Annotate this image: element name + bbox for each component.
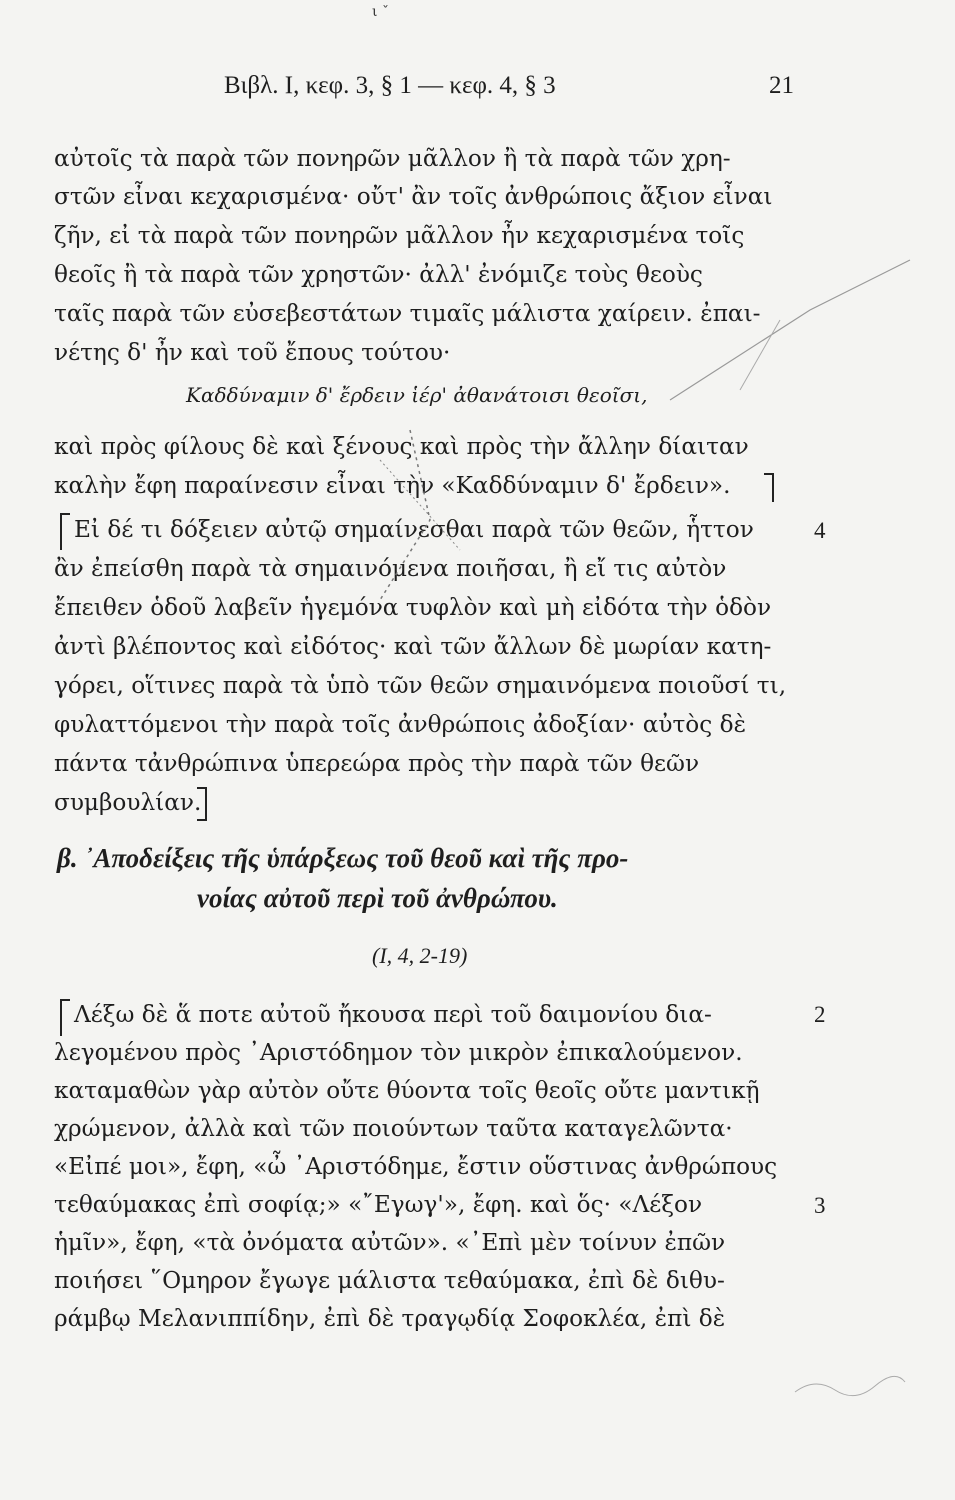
section-number-3: 3 xyxy=(814,1193,826,1218)
text-line: καταμαθὼν γὰρ αὐτὸν οὔτε θύοντα τοῖς θεοῖς οὔτε μαντικῇ xyxy=(54,1077,760,1104)
section-heading-line1: β. ᾿Αποδείξεις τῆς ὑπάρξεως τοῦ θεοῦ καὶ τῆς προ- xyxy=(57,843,629,873)
section-heading-line2: νοίας αὐτοῦ περὶ τοῦ ἀνθρώπου. xyxy=(197,883,558,913)
text-line: θεοῖς ἢ τὰ παρὰ τῶν χρηστῶν· ἀλλ' ἐνόμιζε τοὺς θεοὺς xyxy=(54,261,703,288)
text-line: ράμβῳ Μελανιππίδην, ἐπὶ δὲ τραγῳδίᾳ Σοφοκλέα, ἐπὶ δὲ xyxy=(54,1305,726,1332)
section-number-2: 2 xyxy=(814,1002,826,1027)
text-line: ἂν ἐπείσθη παρὰ τὰ σημαινόμενα ποιῆσαι, ἢ εἴ τις αὐτὸν xyxy=(54,555,727,582)
text-line: ποιήσει ῞Ομηρον ἔγωγε μάλιστα τεθαύμακα, ἐπὶ δὲ διθυ- xyxy=(54,1267,725,1294)
pencil-scribble-icon xyxy=(790,1372,910,1402)
text-line: καὶ πρὸς φίλους δὲ καὶ ξένους καὶ πρὸς τὴν ἄλλην δίαιταν xyxy=(54,433,749,460)
text-line: Εἰ δέ τι δόξειεν αὐτῷ σημαίνεσθαι παρὰ τῶν θεῶν, ἧττον xyxy=(74,516,754,543)
text-line: λεγομένου πρὸς ᾿Αριστόδημον τὸν μικρὸν ἐπικαλούμενον. xyxy=(54,1039,743,1066)
text-line: Λέξω δὲ ἅ ποτε αὐτοῦ ἤκουσα περὶ τοῦ δαιμονίου δια- xyxy=(74,1001,712,1028)
stamp-mark-icon xyxy=(260,400,680,630)
bracket-close-icon xyxy=(762,472,776,512)
text-line: ἡμῖν», ἔφη, «τὰ ὀνόματα αὐτῶν». «᾿Επὶ μὲν τοίνυν ἐπῶν xyxy=(54,1229,726,1256)
source-reference: (I, 4, 2-19) xyxy=(372,943,468,968)
text-line: γόρει, οἵτινες παρὰ τὰ ὑπὸ τῶν θεῶν σημαινόμενα ποιοῦσί τι, xyxy=(54,672,787,699)
text-line: ἔπειθεν ὁδοῦ λαβεῖν ἡγεμόνα τυφλὸν καὶ μὴ εἰδότα τὴν ὁδὸν xyxy=(54,594,772,621)
bracket-open-icon xyxy=(58,512,72,552)
page-number: 21 xyxy=(769,72,794,99)
running-header xyxy=(54,72,794,112)
text-line: ζῆν, εἰ τὰ παρὰ τῶν πονηρῶν μᾶλλον ἦν κεχαρισμένα τοῖς xyxy=(54,222,745,249)
text-line: ταῖς παρὰ τῶν εὐσεβεστάτων τιμαῖς μάλιστα χαίρειν. ἐπαι- xyxy=(54,300,761,327)
running-title: Βιβλ. Ι, κεφ. 3, § 1 — κεφ. 4, § 3 xyxy=(224,72,556,99)
text-line: αὐτοῖς τὰ παρὰ τῶν πονηρῶν μᾶλλον ἢ τὰ παρὰ τῶν χρη- xyxy=(54,145,731,172)
text-line: πάντα τἀνθρώπινα ὑπερεώρα πρὸς τὴν παρὰ τῶν θεῶν xyxy=(54,750,700,777)
text-line: καλὴν ἔφη παραίνεσιν εἶναι τὴν «Καδδύναμιν δ' ἔρδειν». xyxy=(54,472,731,499)
bracket-open-icon xyxy=(58,998,72,1038)
text-line: ἀντὶ βλέποντος καὶ εἰδότος· καὶ τῶν ἄλλων δὲ μωρίαν κατη- xyxy=(54,633,772,660)
verse-quotation: Καδδύναμιν δ' ἔρδειν ἱέρ' ἀθανάτοισι θεοῖσι, xyxy=(186,383,648,407)
text-line: συμβουλίαν. xyxy=(54,789,202,816)
pencil-mark-icon xyxy=(660,250,920,410)
bracket-close-icon xyxy=(195,786,209,826)
text-line: στῶν εἶναι κεχαρισμένα· οὔτ' ἂν τοῖς ἀνθρώποις ἄξιον εἶναι xyxy=(54,183,773,210)
text-line: φυλαττόμενοι τὴν παρὰ τοῖς ἀνθρώποις ἀδοξίαν· αὐτὸς δὲ xyxy=(54,711,747,738)
section-number-4: 4 xyxy=(814,518,826,543)
top-mark: ι ˇ xyxy=(372,4,389,20)
text-line: «Εἰπέ μοι», ἔφη, «ὦ ᾿Αριστόδημε, ἔστιν οὕστινας ἀνθρώπους xyxy=(54,1153,778,1180)
text-line: χρώμενον, ἀλλὰ καὶ τῶν ποιούντων ταῦτα καταγελῶντα· xyxy=(54,1115,733,1142)
text-line: νέτης δ' ἦν καὶ τοῦ ἔπους τούτου· xyxy=(54,339,451,366)
text-line: τεθαύμακας ἐπὶ σοφίᾳ;» «῎Εγωγ'», ἔφη. καὶ ὅς· «Λέξον xyxy=(54,1191,703,1218)
